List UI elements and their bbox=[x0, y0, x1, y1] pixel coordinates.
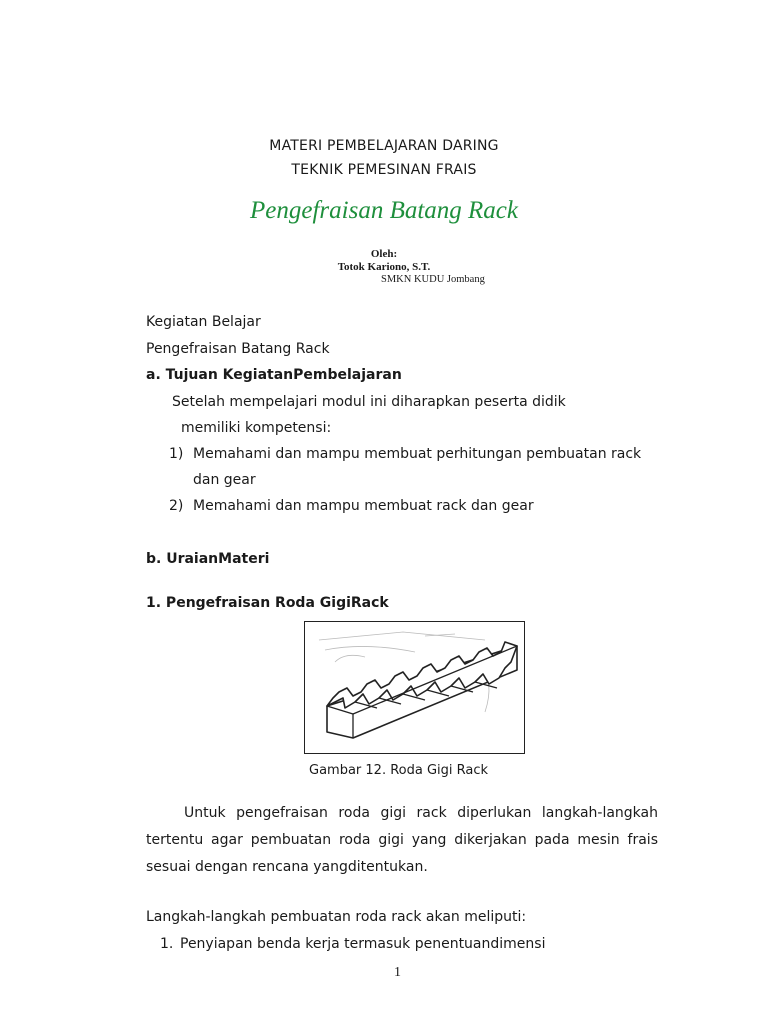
body-paragraph bbox=[146, 800, 658, 881]
step-1-number: 1. bbox=[160, 936, 174, 952]
header-line-2: TEKNIK PEMESINAN FRAIS bbox=[291, 162, 477, 178]
goal-1-line-2: dan gear bbox=[193, 472, 256, 488]
section-b-heading: b. UraianMateri bbox=[146, 551, 270, 567]
paragraph-line-1: Untuk pengefraisan roda gigi rack diperlukan langkah-langkah bbox=[184, 805, 658, 821]
paragraph-line-2: tertentu agar pembuatan roda gigi yang dikerjakan pada mesin frais bbox=[146, 832, 658, 848]
page-number: 1 bbox=[394, 965, 401, 980]
school-name: SMKN KUDU Jombang bbox=[381, 274, 485, 285]
step-1-text: Penyiapan benda kerja termasuk penentuandimensi bbox=[180, 936, 546, 952]
goal-2-text: Memahami dan mampu membuat rack dan gear bbox=[193, 498, 534, 514]
subsection-1-heading: 1. Pengefraisan Roda GigiRack bbox=[146, 595, 389, 611]
goal-1-line-1: Memahami dan mampu membuat perhitungan pembuatan rack bbox=[193, 446, 642, 462]
topic-heading: Pengefraisan Batang Rack bbox=[146, 341, 330, 357]
goal-2-number: 2) bbox=[169, 498, 184, 514]
header-line-1: MATERI PEMBELAJARAN DARING bbox=[269, 138, 499, 154]
goal-1-number: 1) bbox=[169, 446, 184, 462]
rack-gear-illustration bbox=[305, 622, 524, 753]
intro-line-2: memiliki kompetensi: bbox=[181, 420, 332, 436]
intro-line-1: Setelah mempelajari modul ini diharapkan peserta didik bbox=[172, 394, 566, 410]
rack-gear-figure bbox=[304, 621, 525, 754]
by-label: Oleh: bbox=[370, 248, 398, 260]
kegiatan-heading: Kegiatan Belajar bbox=[146, 314, 261, 330]
author-name: Totok Kariono, S.T. bbox=[337, 261, 431, 273]
paragraph-line-3: sesuai dengan rencana yangditentukan. bbox=[146, 859, 428, 875]
figure-caption: Gambar 12. Roda Gigi Rack bbox=[309, 763, 489, 778]
section-a-heading: a. Tujuan KegiatanPembelajaran bbox=[146, 367, 402, 383]
document-title: Pengefraisan Batang Rack bbox=[250, 197, 518, 224]
steps-intro: Langkah-langkah pembuatan roda rack akan meliputi: bbox=[146, 909, 527, 925]
